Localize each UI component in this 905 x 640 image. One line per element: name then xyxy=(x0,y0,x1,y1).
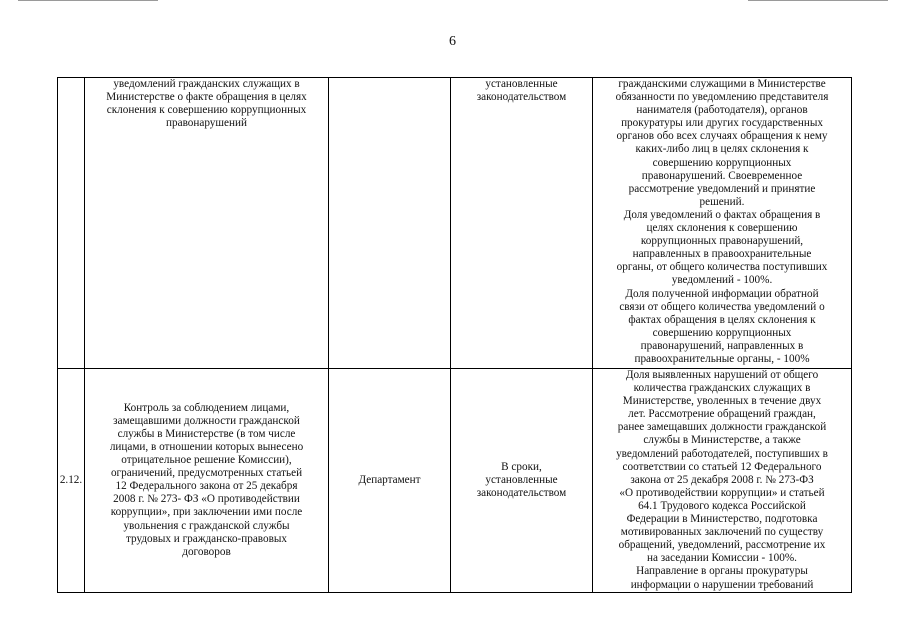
text-line: Доля выявленных нарушений от общего xyxy=(625,369,819,381)
text-line: гражданскими служащими в Министерстве xyxy=(618,78,826,90)
text-line: Направление в органы прокуратуры xyxy=(636,565,808,578)
text-line: лет. Рассмотрение обращений граждан, xyxy=(628,408,816,421)
text-line: трудовых и гражданско-правовых xyxy=(125,532,288,545)
table-row xyxy=(58,369,852,593)
text-line: отрицательное решение Комиссии), xyxy=(121,454,292,467)
text-line: уведомлений гражданских служащих в xyxy=(113,78,300,90)
page-number: 6 xyxy=(449,34,456,49)
text-line: целях склонения к совершению xyxy=(646,222,798,235)
text-line: ранее замещавших должности гражданской xyxy=(617,421,827,434)
text-line: Доля полученной информации обратной xyxy=(625,287,819,300)
text-line: обязанности по уведомлению представителя xyxy=(615,91,829,104)
row-number: 2.12. xyxy=(58,369,85,593)
text-line: нанимателя (работодателя), органов xyxy=(636,104,808,117)
text-line: лицами, в отношении которых вынесено xyxy=(109,441,304,454)
text-line: уведомлений работодателей, поступивших в xyxy=(616,447,828,460)
text-line: органы, от общего количества поступивших xyxy=(616,261,828,274)
text-line: правоохранительные органы, - 100% xyxy=(634,352,810,365)
result-cell xyxy=(593,78,852,369)
text-line: соответствии со статьей 12 Федерального xyxy=(622,460,822,473)
top-rule-left xyxy=(18,0,158,1)
text-line: информации о нарушении требований xyxy=(630,578,814,591)
row-number xyxy=(58,78,85,369)
text-line: 64.1 Трудового кодекса Российской xyxy=(638,499,806,512)
text-line: правонарушений xyxy=(166,117,247,130)
text-line: рассмотрение уведомлений и принятие xyxy=(628,182,816,195)
text-line: В сроки, xyxy=(501,460,542,473)
deadline-cell xyxy=(451,78,593,369)
deadline-cell xyxy=(451,369,593,593)
executor-cell: Департамент xyxy=(329,369,451,593)
text-line: установленные xyxy=(485,473,558,486)
text-line: замещавшими должности гражданской xyxy=(113,414,300,427)
table-row xyxy=(58,78,852,369)
text-line: решений. xyxy=(699,195,745,208)
text-line: совершению коррупционных xyxy=(652,156,792,169)
text-line: на заседании Комиссии - 100%. xyxy=(647,552,797,565)
plan-table xyxy=(57,77,852,593)
text-line: Доля уведомлений о фактах обращения в xyxy=(623,208,821,221)
text-line: правонарушений, направленных в xyxy=(640,339,804,352)
text-line: Федерации в Министерство, подготовка xyxy=(626,513,818,526)
text-line: коррупционных правонарушений, xyxy=(640,235,804,248)
text-line: Контроль за соблюдением лицами, xyxy=(123,401,290,414)
text-line: Министерстве о факте обращения в целях xyxy=(106,91,307,104)
text-line: договоров xyxy=(182,545,231,558)
text-line: 2008 г. № 273- ФЗ «О противодействии xyxy=(113,493,300,506)
text-line: мотивированных заключений по существу xyxy=(620,526,824,539)
executor-cell xyxy=(329,78,451,369)
text-line: количества гражданских служащих в xyxy=(633,382,811,395)
text-line: уведомлений - 100%. xyxy=(671,274,773,287)
top-rule-right xyxy=(748,0,888,1)
text-line: органов обо всех случаях обращения к нему xyxy=(616,130,828,143)
text-line: прокуратуры или других государственных xyxy=(621,117,823,130)
result-cell xyxy=(593,369,852,593)
text-line: каких-либо лиц в целях склонения к xyxy=(635,143,809,156)
text-line: склонения к совершению коррупционных xyxy=(106,104,307,117)
text-line: 12 Федерального закона от 25 декабря xyxy=(115,480,298,493)
text-line: законодательством xyxy=(476,486,567,499)
measure-cell xyxy=(85,369,329,593)
measure-cell xyxy=(85,78,329,369)
text-line: фактах обращения в целях склонения к xyxy=(628,313,816,326)
text-line: связи от общего количества уведомлений о xyxy=(619,300,825,313)
text-line: обращений, уведомлений, рассмотрение их xyxy=(618,539,826,552)
text-line: установленные xyxy=(485,78,558,90)
text-line: правонарушений. Своевременное xyxy=(641,169,803,182)
text-line: коррупции», при заключении ими после xyxy=(110,506,303,519)
text-line: закона от 25 декабря 2008 г. № 273-ФЗ xyxy=(630,473,814,486)
text-line: службы в Министерстве, а также xyxy=(643,434,801,447)
text-line: службы в Министерстве (в том числе xyxy=(117,427,296,440)
text-line: направленных в правоохранительные xyxy=(632,248,812,261)
text-line: ограничений, предусмотренных статьей xyxy=(110,467,303,480)
text-line: Министерстве, уволенных в течение двух xyxy=(622,395,822,408)
text-line: совершению коррупционных xyxy=(652,326,792,339)
text-line: законодательством xyxy=(476,91,567,104)
text-line: «О противодействии коррупции» и статьей xyxy=(619,486,825,499)
text-line: увольнения с гражданской службы xyxy=(123,519,290,532)
